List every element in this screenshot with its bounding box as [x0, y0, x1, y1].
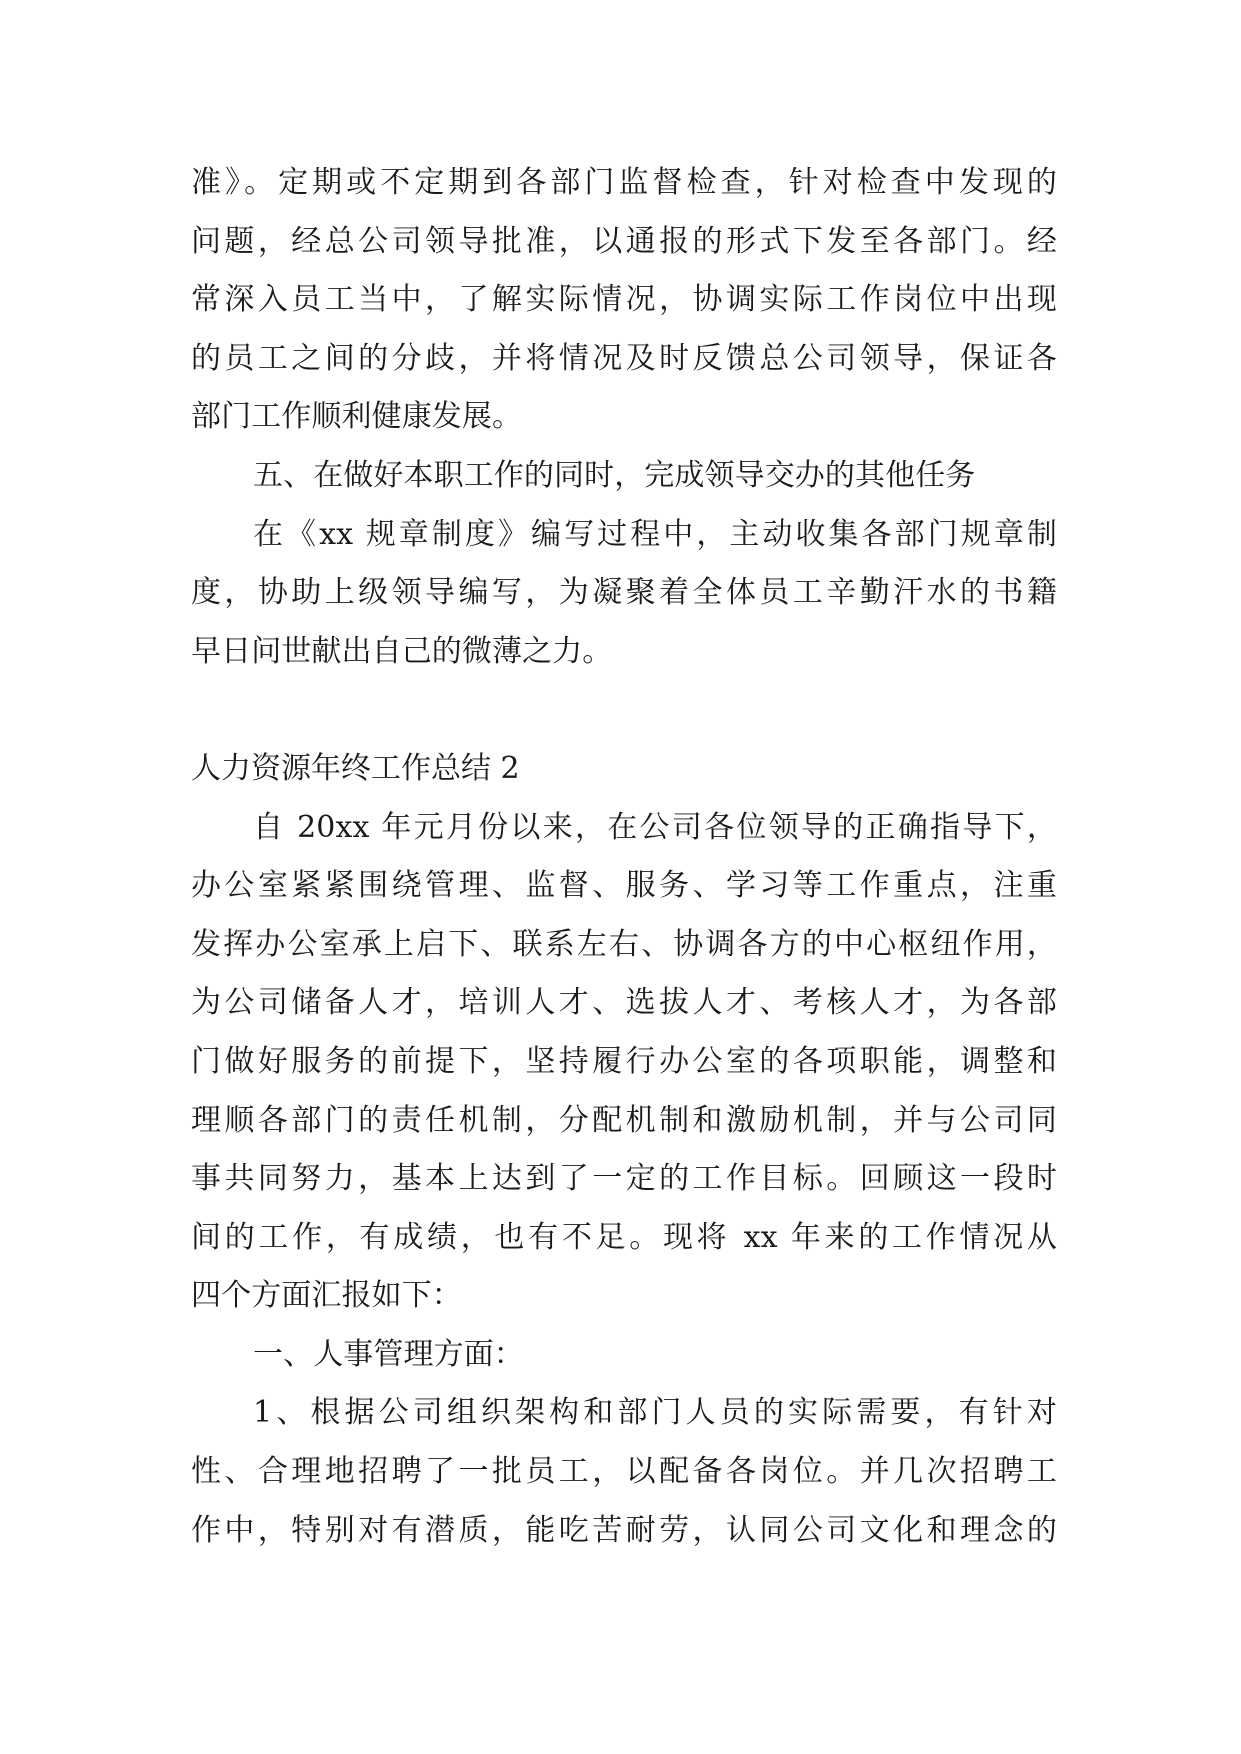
text-line: 1、根据公司组织架构和部门人员的实际需要，有针对 [253, 1395, 1057, 1431]
text-line: 的员工之间的分歧，并将情况及时反馈总公司领导，保证各 [191, 340, 1057, 376]
text-line: 间的工作，有成绩，也有不足。现将 xx 年来的工作情况从 [191, 1219, 1057, 1255]
text-line: 常深入员工当中，了解实际情况，协调实际工作岗位中出现 [191, 282, 1057, 318]
text-line: 性、合理地招聘了一批员工，以配备各岗位。并几次招聘工 [191, 1454, 1057, 1490]
text-line: 早日问世献出自己的微薄之力。 [191, 633, 613, 669]
blank-line [191, 681, 1057, 740]
text-line: 办公室紧紧围绕管理、监督、服务、学习等工作重点，注重 [191, 868, 1057, 904]
text-line: 自 20xx 年元月份以来，在公司各位领导的正确指导下， [253, 809, 1057, 845]
text-line: 部门工作顺利健康发展。 [191, 399, 523, 435]
text-line: 问题，经总公司领导批准，以通报的形式下发至各部门。经 [191, 223, 1057, 259]
text-line: 四个方面汇报如下： [191, 1278, 462, 1314]
text-line: 事共同努力，基本上达到了一定的工作目标。回顾这一段时 [191, 1161, 1057, 1197]
text-line: 理顺各部门的责任机制，分配机制和激励机制，并与公司同 [191, 1102, 1057, 1138]
text-line: 度，协助上级领导编写，为凝聚着全体员工辛勤汗水的书籍 [191, 575, 1057, 611]
text-line: 为公司储备人才，培训人才、选拔人才、考核人才，为各部 [191, 985, 1057, 1021]
document-body [191, 154, 1057, 1560]
text-line: 发挥办公室承上启下、联系左右、协调各方的中心枢纽作用， [191, 926, 1057, 962]
text-line: 准》。定期或不定期到各部门监督检查，针对检查中发现的 [191, 165, 1057, 200]
item-five-title: 五、在做好本职工作的同时，完成领导交办的其他任务 [253, 457, 976, 493]
paragraph-continued [191, 154, 1057, 447]
text-line: 门做好服务的前提下，坚持履行办公室的各项职能，调整和 [191, 1043, 1057, 1079]
paragraph-intro [191, 799, 1057, 1326]
text-line: 作中，特别对有潜质，能吃苦耐劳，认同公司文化和理念的 [191, 1512, 1057, 1548]
section-heading: 人力资源年终工作总结 2 [191, 750, 520, 786]
subheading-personnel: 一、人事管理方面： [253, 1336, 524, 1372]
text-line: 在《xx 规章制度》编写过程中，主动收集各部门规章制 [253, 516, 1057, 552]
paragraph-item-1 [191, 1384, 1057, 1560]
paragraph-regulations [191, 506, 1057, 682]
